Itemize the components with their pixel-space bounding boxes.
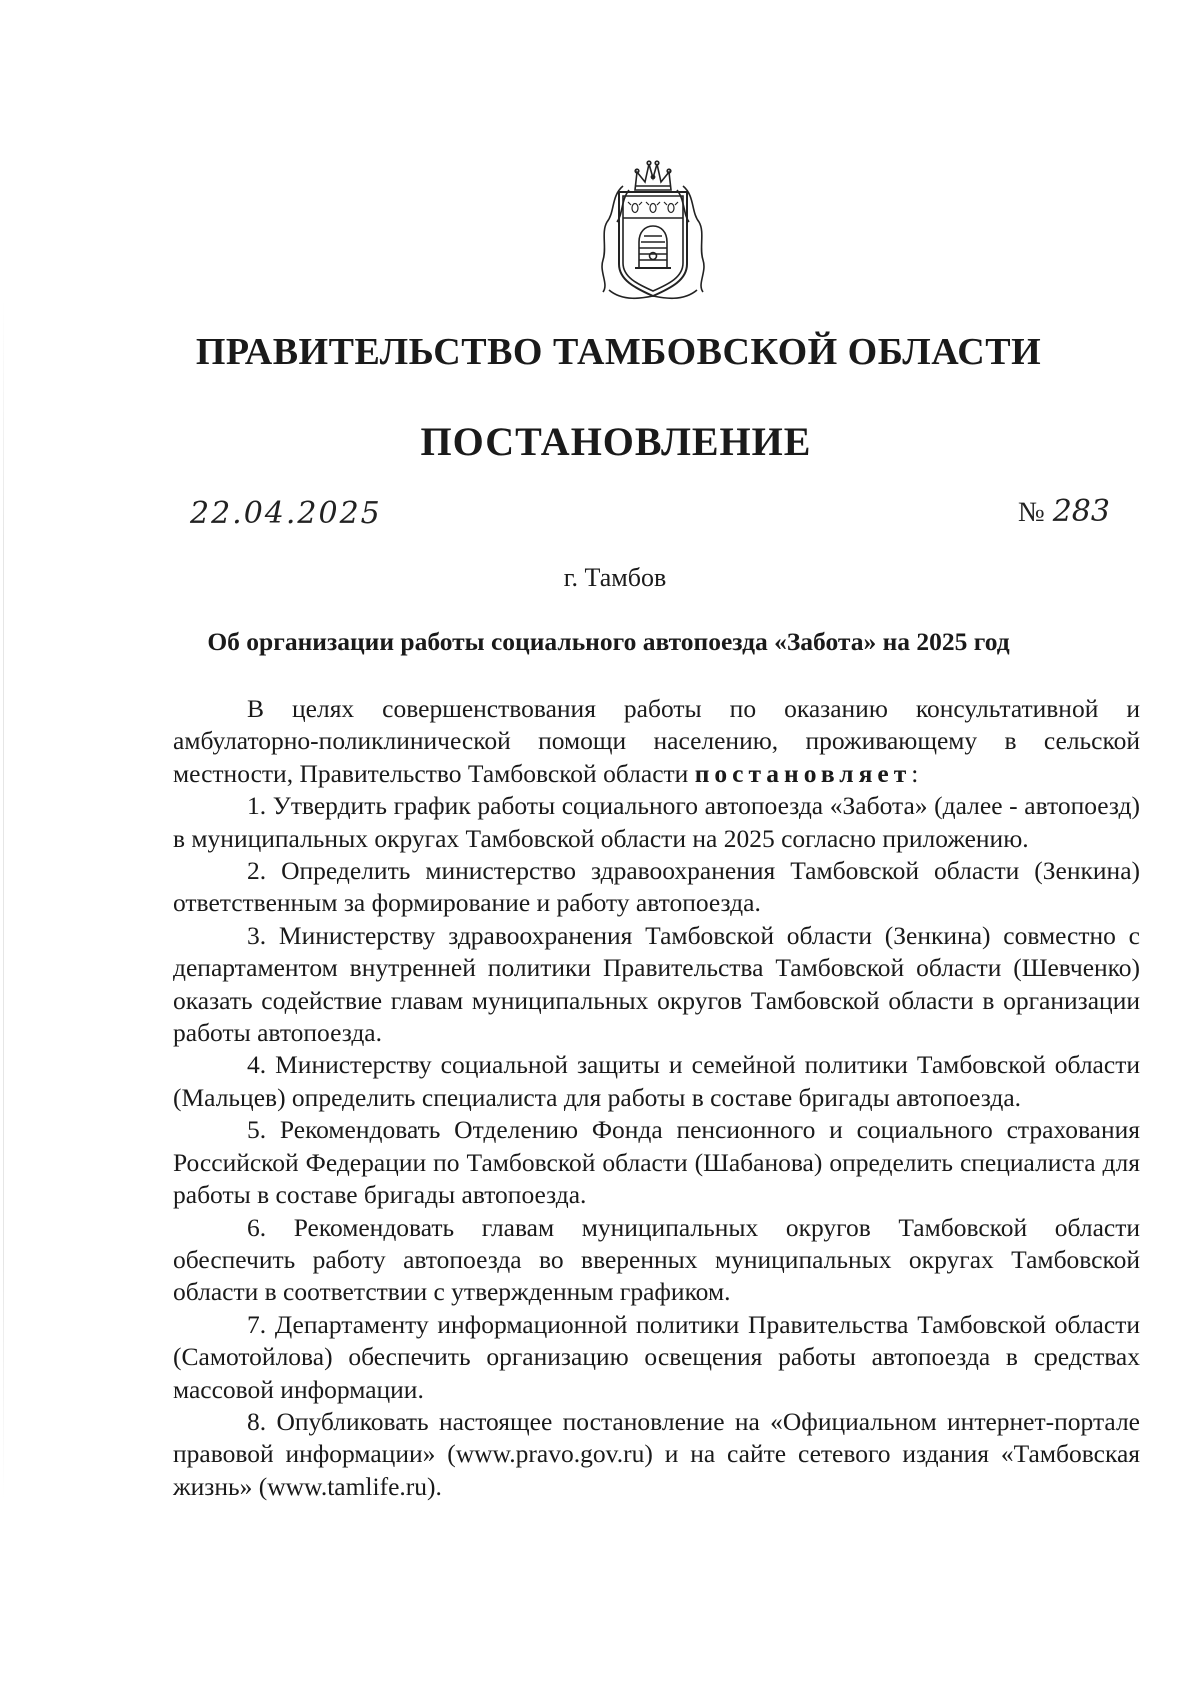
- number-label: №: [1018, 497, 1045, 528]
- organization-title: ПРАВИТЕЛЬСТВО ТАМБОВСКОЙ ОБЛАСТИ: [195, 331, 1042, 373]
- number-value: 283: [1052, 494, 1110, 529]
- document-number: [1018, 494, 1110, 529]
- scan-edge-line: [3, 300, 4, 1500]
- document-date: 22.04.2025: [190, 496, 382, 531]
- item-paragraph-2: 2. Определить министерство здравоохранения Тамбовской области (Зенкина) ответственным за формирование и работу автопоезда.: [173, 856, 1140, 918]
- item-paragraph-4: 4. Министерству социальной защиты и семейной политики Тамбовской области (Мальцев) определить специалиста для работы в составе бригады автопоезда.: [173, 1050, 1140, 1112]
- document-type-title: ПОСТАНОВЛЕНИЕ: [420, 419, 812, 464]
- preamble-text: В целях совершенствования работы по оказанию консультативной и амбулаторно-поликлинической помощи населению, проживающему в сельской местности, Правительство Тамбовской области: [173, 694, 1140, 788]
- tambov-coat-of-arms-icon: [593, 156, 713, 304]
- preamble-paragraph: [173, 693, 1140, 790]
- item-paragraph-8: 8. Опубликовать настоящее постановление на «Официальном интернет-портале правовой информации» (www.pravo.gov.ru) и на сайте сетевого издания «Тамбовская жизнь» (www.tamlife.ru).: [173, 1406, 1140, 1501]
- item-paragraph-3: 3. Министерству здравоохранения Тамбовской области (Зенкина) совместно с департаментом внутренней политики Правительства Тамбовской области (Шевченко) оказать содействие главам муниципальных округов Тамбовской области в организации работы автопоезда.: [173, 920, 1140, 1048]
- document-subject: Об организации работы социального автопоезда «Забота» на 2025 год: [207, 627, 1010, 656]
- document-body: [173, 693, 1140, 1503]
- preamble-keyword: постановляет: [694, 758, 912, 788]
- item-paragraph-7: 7. Департаменту информационной политики Правительства Тамбовской области (Самотойлова) обеспечить организацию освещения работы автопоезда в средствах массовой информации.: [173, 1309, 1140, 1404]
- preamble-end: :: [911, 758, 919, 788]
- item-paragraph-1: 1. Утвердить график работы социального автопоезда «Забота» (далее - автопоезд) в муниципальных округах Тамбовской области на 2025 согласно приложению.: [173, 791, 1140, 853]
- item-paragraph-5: 5. Рекомендовать Отделению Фонда пенсионного и социального страхования Российской Федерации по Тамбовской области (Шабанова) определить специалиста для работы в составе бригады автопоезда.: [173, 1115, 1140, 1210]
- item-paragraph-6: 6. Рекомендовать главам муниципальных округов Тамбовской области обеспечить работу автопоезда во вверенных муниципальных округах Тамбовской области в соответствии с утвержденным графиком.: [173, 1212, 1140, 1307]
- city-name: г. Тамбов: [563, 563, 667, 592]
